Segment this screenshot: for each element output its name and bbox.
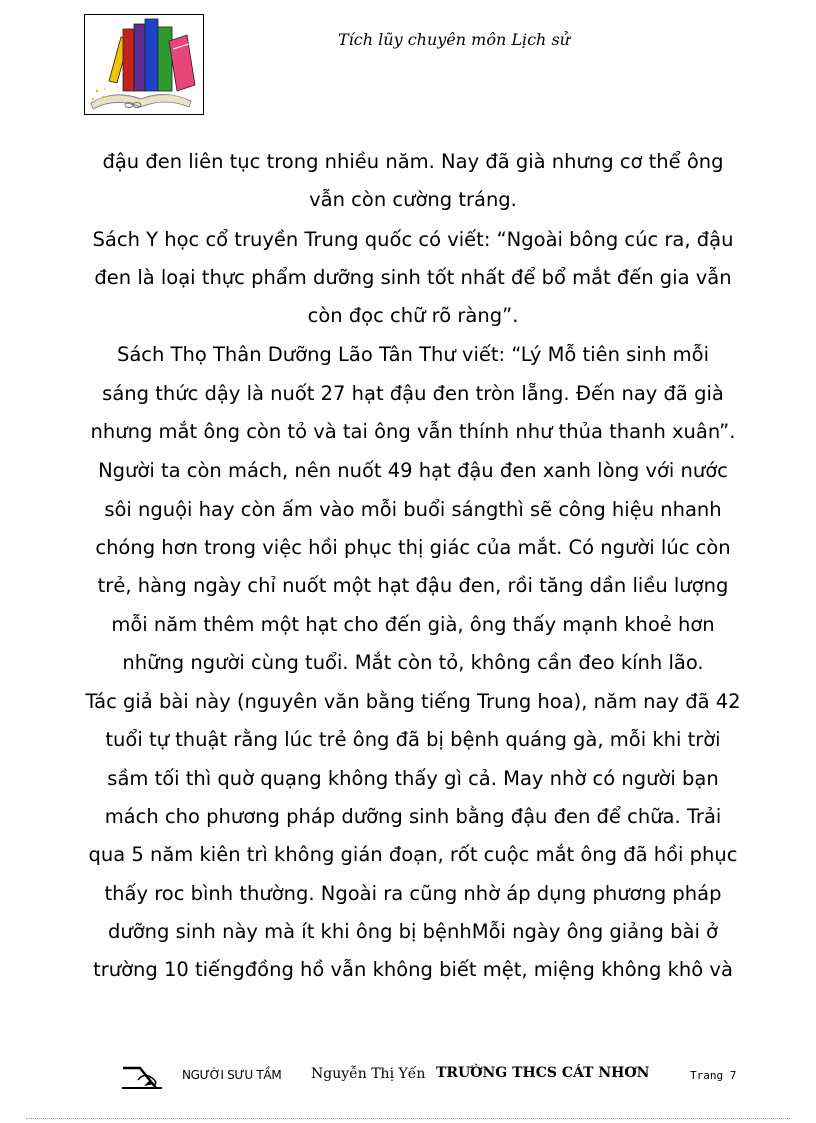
paragraph — [80, 221, 746, 336]
text-line: mỗi năm thêm một hạt cho đến già, ông thấy mạnh khoẻ hơn — [111, 612, 715, 636]
document-body — [80, 143, 746, 990]
text-line: tuổi tự thuật rằng lúc trẻ ông đã bị bệnh quáng gà, mỗi khi trời — [105, 728, 721, 752]
text-line: đen là loại thực phẩm dưỡng sinh tốt nhất để bổ mắt đến gia vẫn — [94, 265, 732, 289]
text-line: thấy roc bình thường. Ngoài ra cũng nhờ áp dụng phương pháp — [104, 881, 722, 905]
text-line: mách cho phương pháp dưỡng sinh bằng đậu đen để chữa. Trải — [104, 805, 722, 829]
text-line: vẫn còn cường tráng. — [309, 188, 517, 212]
collector-label: NGƯỜI SƯU TẦM — [182, 1068, 282, 1082]
paragraph — [80, 143, 746, 220]
paragraph — [80, 452, 746, 682]
text-line: Sách Y học cổ truyền Trung quốc có viết: “Ngoài bông cúc ra, đậu — [92, 227, 734, 251]
paragraph — [80, 683, 746, 989]
page-bottom-rule — [26, 1118, 790, 1119]
books-icon — [85, 15, 203, 114]
text-line: sáng thức dậy là nuốt 27 hạt đậu đen tròn lẵng. Đến nay đã già — [102, 381, 724, 405]
author-name: Nguyễn Thị Yến — [311, 1066, 426, 1082]
school-name: TRƯỜNG THCS CÁT NHƠN — [436, 1065, 650, 1081]
text-line: đậu đen liên tục trong nhiều năm. Nay đã già nhưng cơ thể ông — [102, 150, 724, 173]
page-footer — [0, 1060, 816, 1096]
text-line: trường 10 tiếngđồng hồ vẫn không biết mệt, miệng không khô và — [93, 958, 733, 982]
page-number: Trang 7 — [690, 1069, 737, 1082]
text-line: những người cùng tuổi. Mắt còn tỏ, không cần đeo kính lão. — [122, 650, 704, 674]
page-header-title: Tích lũy chuyên môn Lịch sử — [338, 30, 570, 49]
paragraph — [80, 336, 746, 451]
text-line: Sách Thọ Thân Dưỡng Lão Tân Thư viết: “Lý Mỗ tiên sinh mỗi — [116, 343, 710, 367]
text-line: chóng hơn trong việc hồi phục thị giác của mắt. Có người lúc còn — [95, 535, 731, 559]
header-logo — [84, 14, 204, 115]
text-line: dưỡng sinh này mà ít khi ông bị bệnhMỗi ngày ông giảng bài ở — [108, 919, 718, 943]
text-line: trẻ, hàng ngày chỉ nuốt một hạt đậu đen, rồi tăng dần liều lượng — [97, 574, 729, 598]
pen-signature-icon — [120, 1060, 170, 1094]
text-line: sôi nguội hay còn ấm vào mỗi buổi sángthì sẽ công hiệu nhanh — [104, 497, 722, 521]
text-line: qua 5 năm kiên trì không gián đoạn, rốt cuộc mắt ông đã hồi phục — [88, 843, 738, 867]
text-line: Người ta còn mách, nên nuốt 49 hạt đậu đen xanh lòng với nước — [98, 459, 728, 483]
text-line: sầm tối thì quờ quạng không thấy gì cả. May nhờ có người bạn — [107, 766, 719, 790]
text-line: nhưng mắt ông còn tỏ và tai ông vẫn thính như thủa thanh xuân”. — [90, 420, 736, 444]
text-line: Tác giả bài này (nguyên văn bằng tiếng Trung hoa), năm nay đã 42 — [85, 690, 741, 714]
text-line: còn đọc chữ rõ ràng”. — [307, 304, 519, 328]
